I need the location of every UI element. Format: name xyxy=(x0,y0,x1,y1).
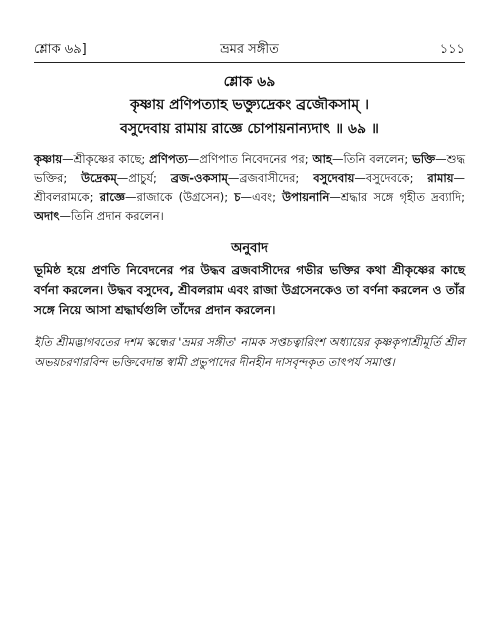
synonym-term: উপায়নানি xyxy=(282,190,330,204)
verse-line-1: কৃষ্ণায় প্রণিপত্যাহ ভক্ত্যুদ্রেকং ব্রজৌকসাম্ । xyxy=(130,97,369,113)
header-chapter-title: ভ্রমর সঙ্গীত xyxy=(220,42,279,57)
header-verse-ref: শ্লোক ৬৯] xyxy=(34,42,87,57)
synonym-term: চ xyxy=(234,190,241,204)
verse-heading: শ্লোক ৬৯ xyxy=(223,74,276,90)
synonym-meaning: প্রাচুর্য; xyxy=(128,171,157,185)
synonym-term: বসুদেবায় xyxy=(313,171,355,185)
synonym-meaning: শ্রীবলরামকে; xyxy=(34,190,94,204)
synonym-meaning: প্রণিপাত নিবেদনের পর; xyxy=(199,152,309,166)
synonym-term: রামায় xyxy=(427,171,454,185)
synonym-meaning: শ্রদ্ধার সঙ্গে গৃহীত দ্রব্যাদি; xyxy=(340,190,466,204)
synonym-term: রাজ্ঞে xyxy=(99,190,125,204)
synonym-meaning: শুদ্ধ ভক্তির; xyxy=(34,152,466,185)
synonym-meaning: এবং; xyxy=(251,190,276,204)
header-rule xyxy=(34,62,465,63)
synonym-meaning: শ্রীকৃষ্ণের কাছে; xyxy=(73,152,146,166)
synonym-meaning: তিনি বললেন; xyxy=(343,152,409,166)
chapter-colophon: ইতি শ্রীমদ্ভাগবতের দশম স্কন্ধের 'ভ্রমর সঙ্গীত' নামক সপ্তচত্বারিংশ অধ্যায়ের কৃষ্ণকৃপাশ্রীমূর্তি শ্রীল অভয়চরণারবিন্দ ভক্তিবেদান্ত স্বামী প্রভুপাদের দীনহীন দাসবৃন্দকৃত তাৎপর্য সমাপ্ত। xyxy=(34,335,465,369)
synonym-meaning: বসুদেবকে; xyxy=(365,171,414,185)
synonym-meaning: তিনি প্রদান করলেন। xyxy=(70,209,164,223)
synonym-meaning: ব্রজবাসীদের; xyxy=(239,171,300,185)
synonym-term: প্রণিপত্য xyxy=(149,152,188,166)
synonyms-paragraph: কৃষ্ণায়—শ্রীকৃষ্ণের কাছে; প্রণিপত্য—প্রণিপাত নিবেদনের পর; আহ—তিনি বললেন; ভক্তি—শুদ্ধ ভক্তির; উদ্রেকম্—প্রাচুর্য; ব্রজ-ওকসাম্—ব্রজবাসীদের; বসুদেবায়—বসুদেবকে; রামায়—শ্রীবলরামকে; রাজ্ঞে—রাজাকে (উগ্রসেন); চ—এবং; উপায়নানি—শ্রদ্ধার সঙ্গে গৃহীত দ্রব্যাদি; অদাৎ—তিনি প্রদান করলেন। xyxy=(34,152,466,223)
synonym-term: কৃষ্ণায় xyxy=(34,152,63,166)
translation-paragraph: ভূমিষ্ঠ হয়ে প্রণতি নিবেদনের পর উদ্ধব ব্রজবাসীদের গভীর ভক্তির কথা শ্রীকৃষ্ণের কাছে বর্ণনা করলেন। উদ্ধব বসুদেব, শ্রীবলরাম এবং রাজা উগ্রসেনকেও তা বর্ণনা করলেন ও তাঁর সঙ্গে নিয়ে আসা শ্রদ্ধার্ঘগুলি তাঁদের প্রদান করলেন। xyxy=(34,263,465,317)
verse-line-2: বসুদেবায় রামায় রাজ্ঞে চোপায়নান্যদাৎ ॥ ৬৯ ॥ xyxy=(120,121,379,137)
running-header xyxy=(34,40,465,60)
synonym-term: ভক্তি xyxy=(412,152,436,166)
synonym-term: আহ xyxy=(312,152,332,166)
synonym-term: ব্রজ-ওকসাম্ xyxy=(170,171,228,185)
synonym-meaning: রাজাকে (উগ্রসেন); xyxy=(136,190,229,204)
page-number: ১১১ xyxy=(439,42,465,57)
synonym-term: অদাৎ xyxy=(34,209,60,223)
synonym-term: উদ্রেকম্ xyxy=(81,171,117,185)
translation-heading: অনুবাদ xyxy=(231,241,268,256)
